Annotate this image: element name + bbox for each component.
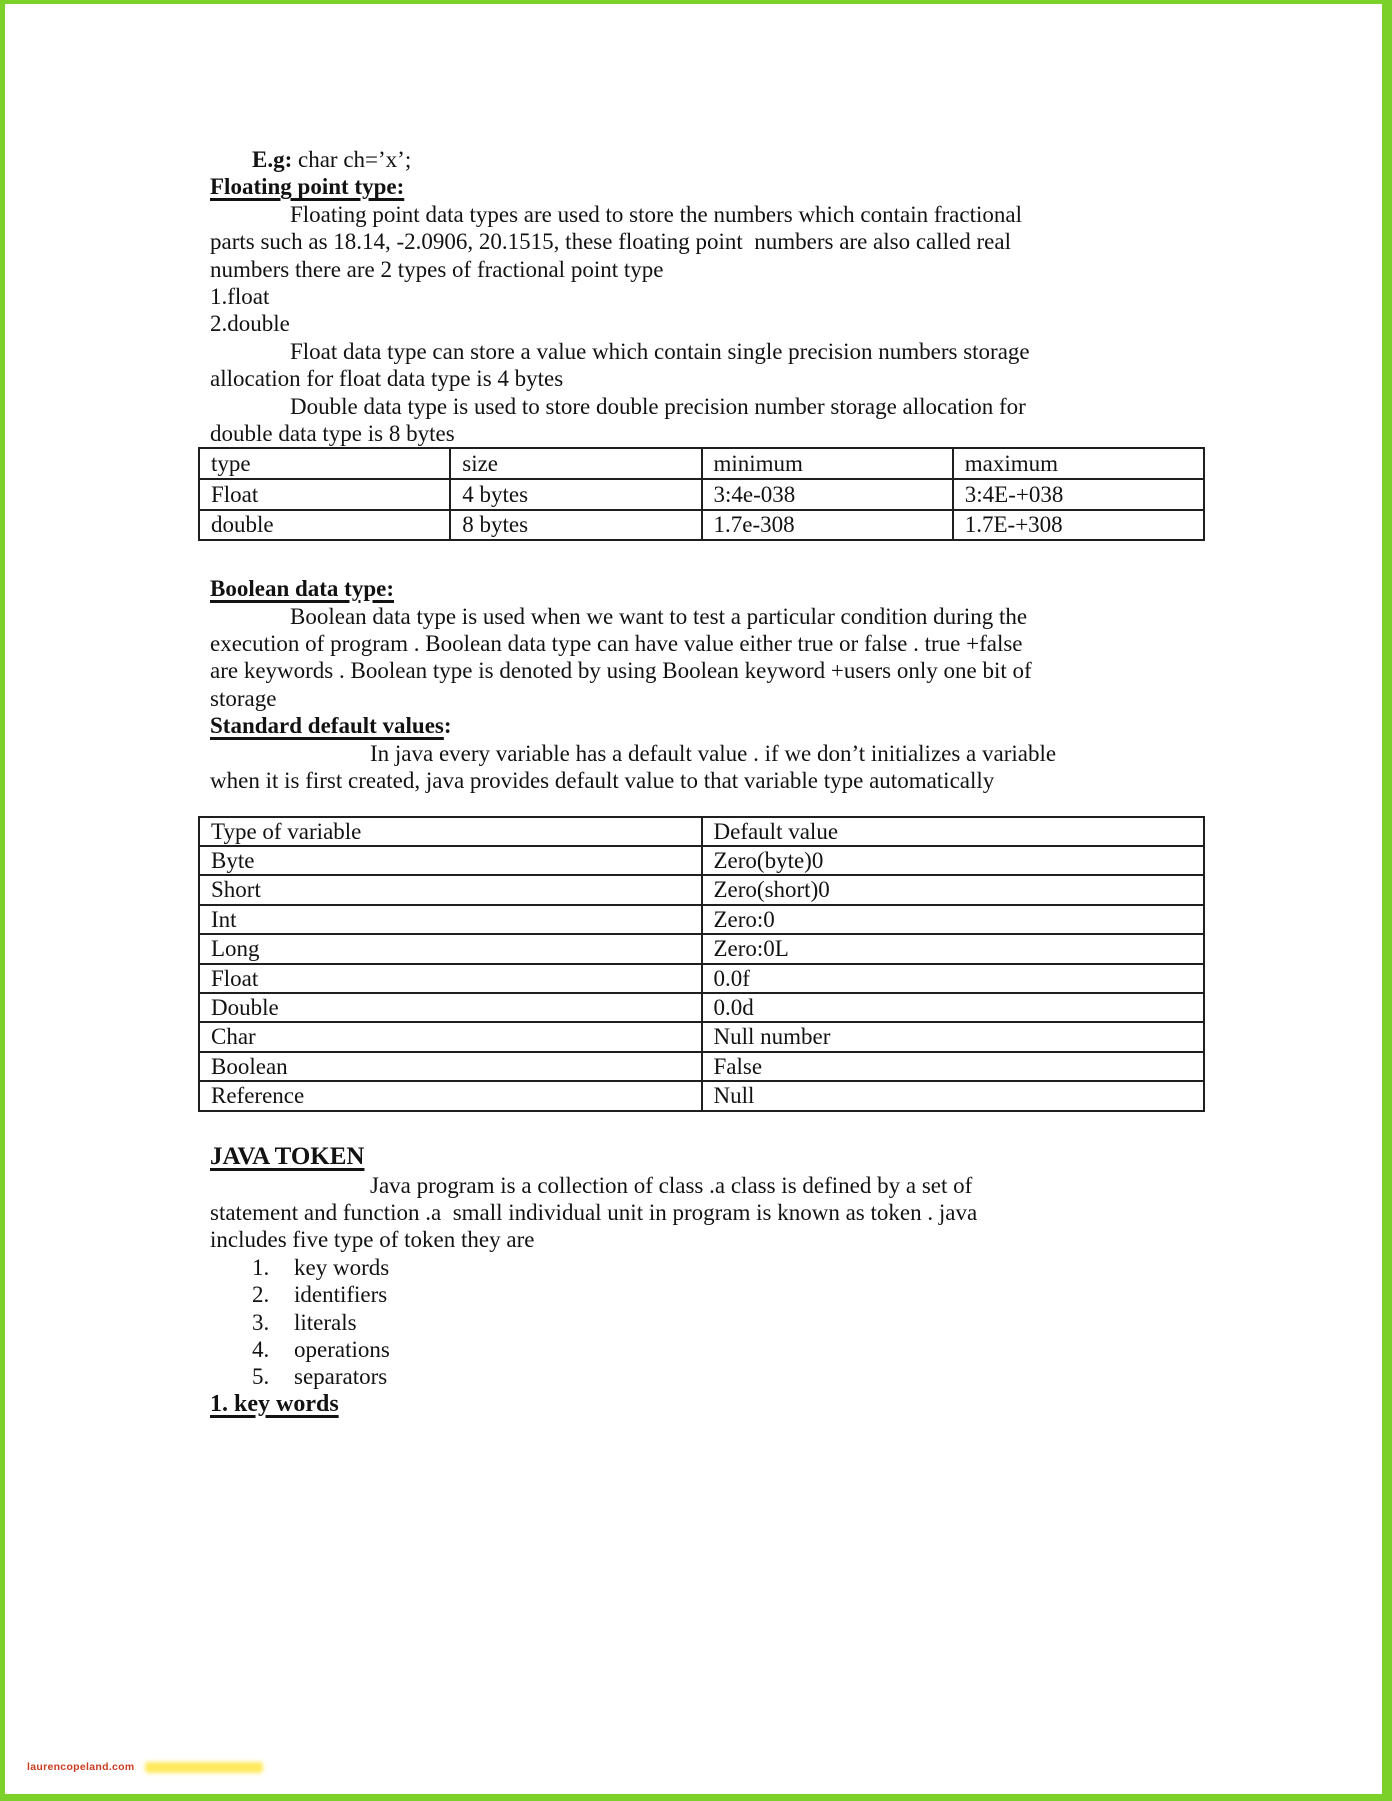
table-cell: double: [199, 510, 450, 541]
heading-boolean-data-type: Boolean data type:: [210, 576, 394, 602]
table-row: [199, 934, 1204, 963]
text-line: In java every variable has a default value . if we don’t initializes a variable: [210, 740, 1057, 766]
text-line: 2.double: [210, 311, 290, 337]
text-line: parts such as 18.14, -2.0906, 20.1515, these floating point numbers are also called real: [210, 229, 1011, 255]
text-line: statement and function .a small individual unit in program is known as token . java: [210, 1199, 978, 1225]
text-line: Boolean data type is used when we want to test a particular condition during the: [210, 603, 1028, 629]
table-row: [199, 964, 1204, 993]
table-cell: 3:4E-+038: [953, 479, 1204, 510]
text-line: allocation for float data type is 4 bytes: [210, 366, 564, 392]
table-cell: 8 bytes: [450, 510, 701, 541]
example-line: [210, 146, 1220, 173]
token-type-list: [210, 1254, 1220, 1391]
table-cell: Byte: [199, 846, 702, 875]
table-row: [199, 479, 1204, 510]
table-cell: Boolean: [199, 1052, 702, 1081]
table-cell: size: [450, 448, 701, 479]
table-cell: 1.7E-+308: [953, 510, 1204, 541]
text-line: execution of program . Boolean data type can have value either true or false . true +false: [210, 631, 1023, 657]
watermark: [27, 1761, 263, 1773]
default-values-table: [198, 816, 1205, 1112]
table-row: [199, 1081, 1204, 1110]
watermark-highlight: [145, 1762, 263, 1773]
text-line: 4. operations: [210, 1337, 390, 1362]
text-line: 3. literals: [210, 1309, 357, 1335]
table-row: [199, 846, 1204, 875]
text-line: Java program is a collection of class .a class is defined by a set of: [210, 1172, 973, 1198]
table-row: [199, 993, 1204, 1022]
table-cell: 0.0f: [702, 964, 1205, 993]
table-cell: Char: [199, 1022, 702, 1051]
table-row: [199, 1022, 1204, 1051]
paragraph-standard-default: [210, 740, 1220, 795]
text-line: double data type is 8 bytes: [210, 421, 455, 447]
text-line: includes five type of token they are: [210, 1227, 535, 1253]
heading-java-token: JAVA TOKEN: [210, 1142, 365, 1170]
table-cell: maximum: [953, 448, 1204, 479]
table-row: [199, 817, 1204, 846]
float-double-table: [198, 447, 1205, 541]
text-line: 1. key words: [210, 1254, 390, 1280]
document-content: [210, 146, 1220, 1418]
table-cell: Float: [199, 479, 450, 510]
table-row: [199, 510, 1204, 541]
text-line: 2. identifiers: [210, 1282, 388, 1308]
table-row: [199, 448, 1204, 479]
table-row: [199, 905, 1204, 934]
example-label: E.g:: [252, 147, 293, 172]
table-cell: 4 bytes: [450, 479, 701, 510]
table-cell: Type of variable: [199, 817, 702, 846]
table-cell: Zero:0L: [702, 934, 1205, 963]
table-cell: Null number: [702, 1022, 1205, 1051]
text-line: 1.float: [210, 284, 270, 310]
table-row: [199, 875, 1204, 904]
text-line: 5. separators: [210, 1364, 388, 1390]
table-cell: 0.0d: [702, 993, 1205, 1022]
heading-standard-default-values: Standard default values:: [210, 713, 452, 739]
table-cell: Default value: [702, 817, 1205, 846]
table-cell: Reference: [199, 1081, 702, 1110]
text-line: Float data type can store a value which contain single precision numbers storage: [210, 338, 1030, 364]
heading-floating-point-type: Floating point type:: [210, 174, 405, 200]
table-cell: Float: [199, 964, 702, 993]
table-cell: type: [199, 448, 450, 479]
text-line: Floating point data types are used to store the numbers which contain fractional: [210, 201, 1022, 227]
table-cell: Zero:0: [702, 905, 1205, 934]
table-row: [199, 1052, 1204, 1081]
table-cell: Long: [199, 934, 702, 963]
table-cell: Int: [199, 905, 702, 934]
text-line: numbers there are 2 types of fractional point type: [210, 256, 664, 282]
text-line: Double data type is used to store double precision number storage allocation for: [210, 393, 1026, 419]
table-cell: minimum: [702, 448, 953, 479]
example-text: char ch=’x’;: [292, 147, 412, 172]
table-cell: Zero(byte)0: [702, 846, 1205, 875]
table-cell: Zero(short)0: [702, 875, 1205, 904]
table-cell: False: [702, 1052, 1205, 1081]
table-cell: Null: [702, 1081, 1205, 1110]
paragraph-floating-point: [210, 201, 1220, 448]
paragraph-boolean: [210, 603, 1220, 713]
paragraph-java-token: [210, 1172, 1220, 1254]
table-cell: 3:4e-038: [702, 479, 953, 510]
table-cell: 1.7e-308: [702, 510, 953, 541]
text-line: are keywords . Boolean type is denoted by using Boolean keyword +users only one bit of: [210, 658, 1032, 684]
text-line: storage: [210, 685, 277, 711]
heading-key-words: 1. key words: [210, 1390, 339, 1417]
watermark-text: laurencopeland.com: [27, 1761, 135, 1773]
table-cell: Double: [199, 993, 702, 1022]
table-cell: Short: [199, 875, 702, 904]
text-line: when it is first created, java provides default value to that variable type automatically: [210, 768, 995, 794]
